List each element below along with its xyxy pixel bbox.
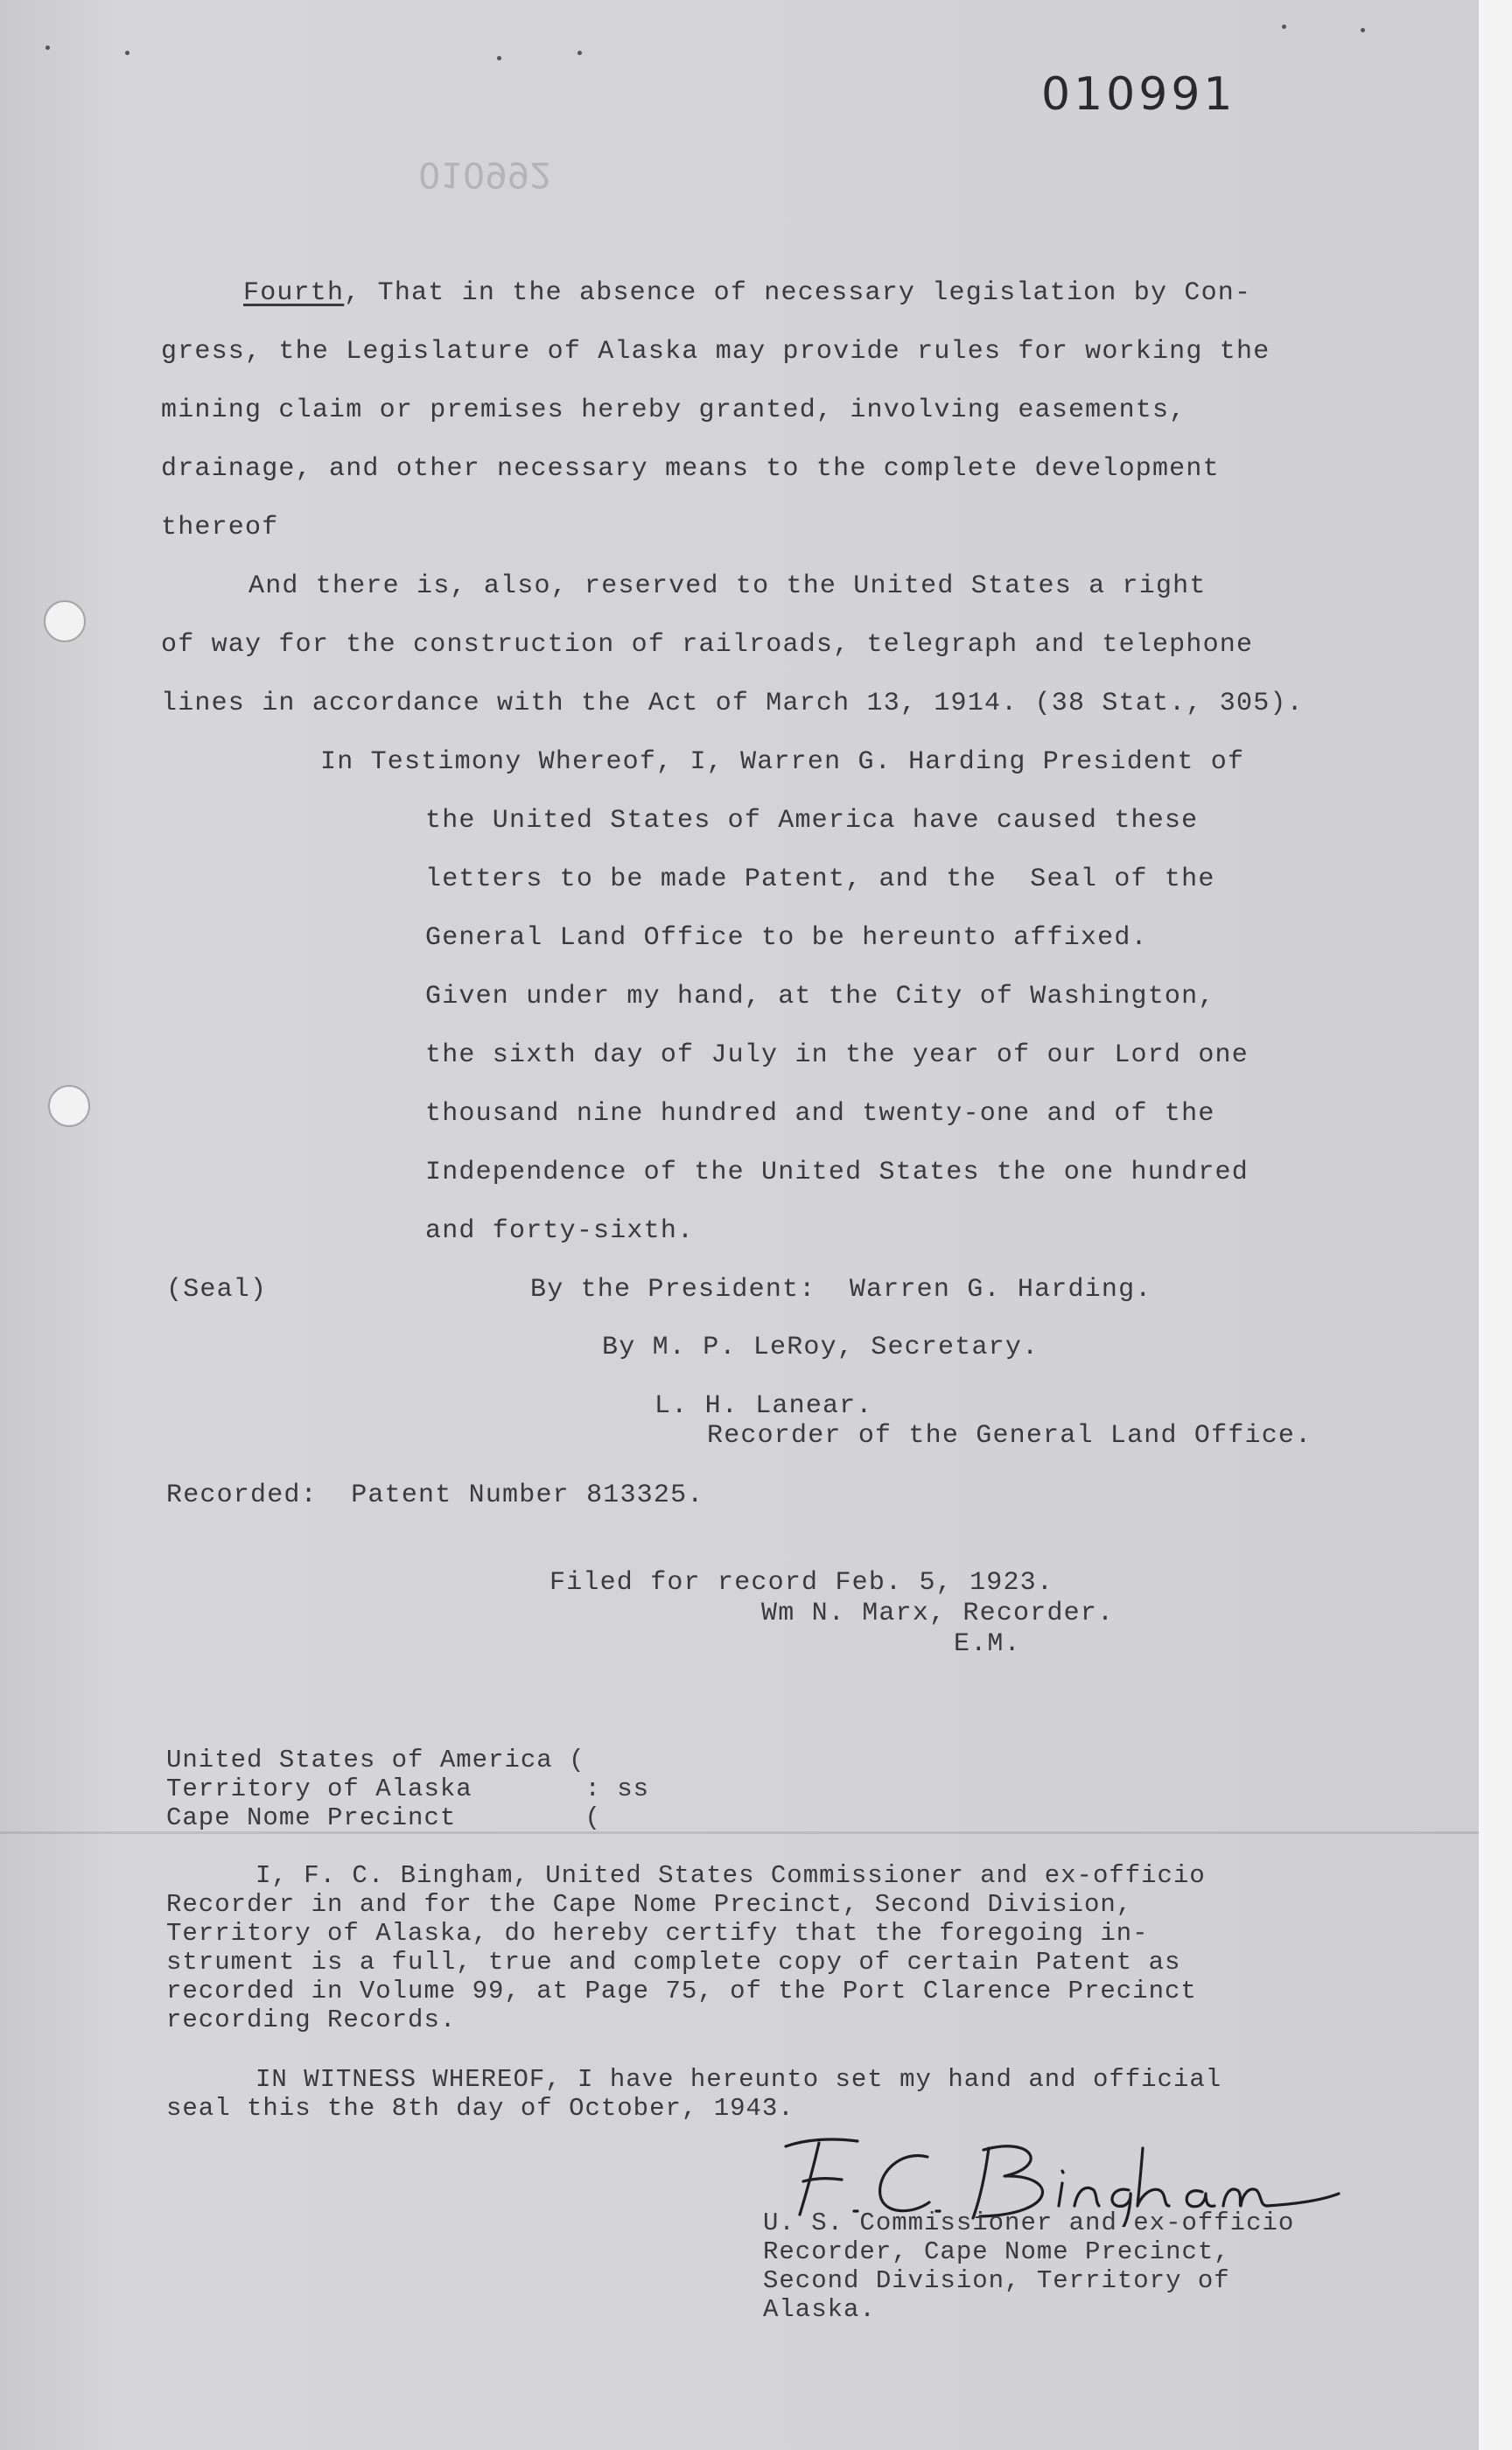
para1-line4: drainage, and other necessary means to the complete development (161, 454, 1220, 484)
secretary-line: By M. P. LeRoy, Secretary. (602, 1333, 1040, 1362)
speck (1361, 28, 1365, 32)
speck (46, 46, 50, 50)
signer-line2: Recorder, Cape Nome Precinct, (763, 2237, 1230, 2266)
seal-label: (Seal) (166, 1275, 268, 1305)
testimony-line2: the United States of America have caused these (425, 806, 1199, 836)
recorder-title: Recorder of the General Land Office. (707, 1421, 1312, 1451)
witness-line2: seal this the 8th day of October, 1943. (166, 2094, 794, 2123)
certificate-line6: recording Records. (166, 2006, 457, 2034)
filed-line1: Filed for record Feb. 5, 1923. (550, 1568, 1054, 1598)
bleed-through-number: 010992 (418, 154, 552, 194)
para2-line1: And there is, also, reserved to the United States a right (248, 571, 1207, 601)
venue-line1: United States of America ( (166, 1746, 585, 1774)
punch-hole-top (44, 600, 86, 642)
witness-line1: IN WITNESS WHEREOF, I have hereunto set my hand and official (256, 2065, 1222, 2094)
fourth-heading: Fourth (243, 278, 345, 308)
certificate-line4: strument is a full, true and complete copy of certain Patent as (166, 1948, 1181, 1977)
speck (578, 51, 582, 55)
scan-margin (1479, 0, 1512, 2450)
certificate-line1: I, F. C. Bingham, United States Commissioner and ex-officio (256, 1861, 1206, 1890)
filed-line3: E.M. (954, 1629, 1021, 1659)
recorder-name: L. H. Lanear. (654, 1391, 873, 1421)
by-president: By the President: Warren G. Harding. (530, 1275, 1152, 1305)
testimony-line6: the sixth day of July in the year of our Lord one (425, 1040, 1249, 1070)
document-number: 010991 (1041, 68, 1236, 121)
testimony-line5: Given under my hand, at the City of Washington, (425, 982, 1215, 1012)
venue-line3: Cape Nome Precinct ( (166, 1803, 601, 1832)
para1-line3: mining claim or premises hereby granted, involving easements, (161, 396, 1186, 425)
testimony-line7: thousand nine hundred and twenty-one and of the (425, 1099, 1215, 1129)
para1-line5: thereof (161, 513, 279, 542)
speck (1282, 24, 1286, 29)
signer-line3: Second Division, Territory of (763, 2266, 1230, 2295)
signer-line4: Alaska. (763, 2295, 876, 2324)
para2-line3: lines in accordance with the Act of March 13, 1914. (38 Stat., 305). (161, 689, 1304, 718)
testimony-line3: letters to be made Patent, and the Seal of the (425, 864, 1215, 894)
certificate-line3: Territory of Alaska, do hereby certify that the foregoing in- (166, 1919, 1149, 1948)
venue-line2: Territory of Alaska : ss (166, 1774, 650, 1803)
para1-line2: gress, the Legislature of Alaska may provide rules for working the (161, 337, 1270, 367)
testimony-line4: General Land Office to be hereunto affixed. (425, 923, 1148, 953)
speck (125, 51, 130, 55)
speck (497, 56, 501, 60)
signer-line1: U. S. Commissioner and ex-officio (763, 2208, 1295, 2237)
testimony-line8: Independence of the United States the one hundred (425, 1158, 1249, 1187)
filed-line2: Wm N. Marx, Recorder. (761, 1599, 1115, 1628)
testimony-line1: In Testimony Whereof, I, Warren G. Harding President of (320, 747, 1245, 777)
para2-line2: of way for the construction of railroads, telegraph and telephone (161, 630, 1254, 660)
certificate-line5: recorded in Volume 99, at Page 75, of the Port Clarence Precinct (166, 1977, 1197, 2006)
punch-hole-bottom (48, 1085, 90, 1127)
para1-line1: Fourth, That in the absence of necessary legislation by Con- (243, 278, 1252, 308)
certificate-line2: Recorder in and for the Cape Nome Precinct, Second Division, (166, 1890, 1133, 1919)
testimony-line9: and forty-sixth. (425, 1216, 695, 1246)
recorded-line: Recorded: Patent Number 813325. (166, 1480, 704, 1510)
